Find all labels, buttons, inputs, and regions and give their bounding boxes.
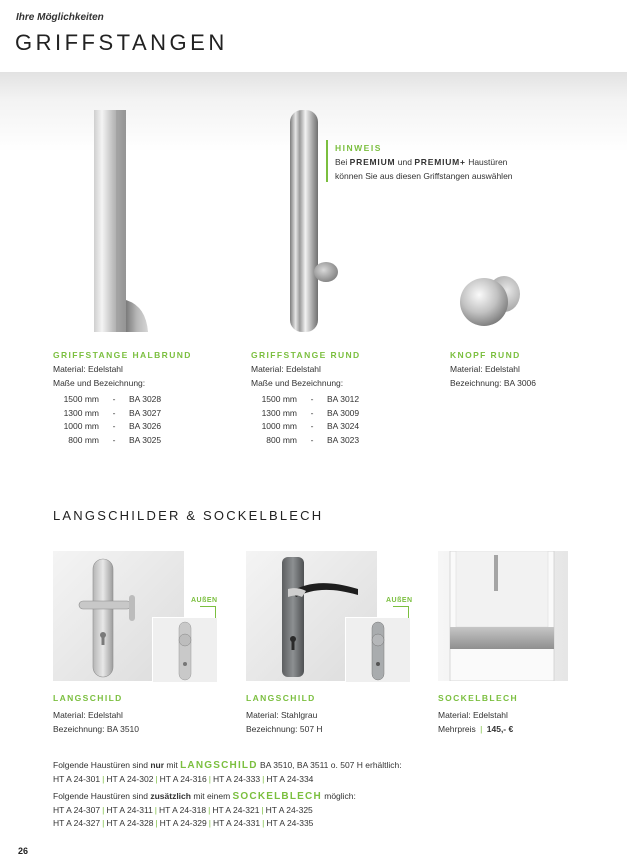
rund-bar-image — [282, 108, 342, 334]
badge-connector — [408, 606, 409, 618]
rund-product — [251, 350, 361, 447]
halbrund-title: GRIFFSTANGE HALBRUND — [53, 350, 192, 360]
inside-plate-icon — [153, 618, 217, 682]
badge-underline — [393, 606, 409, 607]
knopf-code: Bezeichnung: BA 3006 — [450, 377, 537, 388]
langschild-2-info — [246, 693, 323, 736]
hint-line1-mid: und — [395, 157, 415, 167]
halbrund-bar-image — [88, 108, 160, 334]
hint-premium: PREMIUM — [349, 157, 396, 167]
langschild-2-inside-image — [345, 617, 410, 682]
knopf-product — [450, 350, 536, 390]
note-langschild-highlight: LANGSCHILD — [180, 760, 258, 771]
door-list-1: HT A 24-301 | HT A 24-302 | HT A 24-316 | HT A 24-333 | HT A 24-334 — [53, 773, 314, 784]
inside-plate-icon — [346, 618, 410, 682]
note-sockelblech-highlight: SOCKELBLECH — [232, 791, 322, 802]
halbrund-product — [53, 350, 192, 447]
note-sockelblech: Folgende Haustüren sind zusätzlich mit einem SOCKELBLECH möglich: — [53, 791, 356, 802]
sockelblech-title: SOCKELBLECH — [438, 693, 519, 703]
footer-notes — [53, 759, 402, 831]
langschild-2-title: LANGSCHILD — [246, 693, 316, 703]
note-langschild: Folgende Haustüren sind nur mit LANGSCHILD BA 3510, BA 3511 o. 507 H erhältlich: — [53, 760, 402, 771]
hint-label: HINWEIS — [335, 143, 382, 153]
hint-text — [335, 156, 513, 183]
knopf-title: KNOPF RUND — [450, 350, 521, 360]
sockelblech-price — [438, 723, 518, 737]
spec-row: 1300 mm - BA 3009 — [261, 407, 360, 418]
sockelblech-icon — [438, 551, 568, 681]
rund-material: Material: Edelstahl — [251, 364, 321, 374]
rund-spec-table — [251, 393, 361, 447]
spec-row: 1000 mm - BA 3024 — [261, 421, 360, 431]
hint-line1-pre: Bei — [335, 157, 350, 167]
sockelblech-image — [438, 551, 568, 681]
knopf-material: Material: Edelstahl — [450, 364, 520, 374]
hint-accent-bar — [326, 140, 328, 182]
door-list-2a: HT A 24-307 | HT A 24-311 | HT A 24-318 | HT A 24-321 | HT A 24-325 — [53, 804, 313, 815]
price-separator: | — [480, 723, 483, 734]
hint-premium-plus: PREMIUM+ — [414, 157, 466, 167]
knopf-image — [452, 266, 524, 336]
price-value: 145,- € — [486, 723, 514, 734]
door-list-2b: HT A 24-327 | HT A 24-328 | HT A 24-329 | HT A 24-331 | HT A 24-335 — [53, 818, 314, 828]
spec-row: 1300 mm - BA 3027 — [63, 407, 162, 418]
aussen-badge-2: AUßEN — [386, 597, 413, 604]
rund-spec-label: Maße und Bezeichnung: — [251, 377, 344, 388]
hint-line2: können Sie aus diesen Griffstangen auswählen — [335, 170, 513, 181]
sockelblech-material: Material: Edelstahl — [438, 710, 508, 720]
langschild-1-title: LANGSCHILD — [53, 693, 123, 703]
langschild-2-code: Bezeichnung: 507 H — [246, 723, 323, 734]
spec-row: 1500 mm - BA 3012 — [261, 394, 360, 404]
langschild-1-info — [53, 693, 139, 736]
langschild-1-material: Material: Edelstahl — [53, 710, 123, 720]
spec-row: 1500 mm - BA 3028 — [63, 394, 162, 404]
halbrund-spec-label: Maße und Bezeichnung: — [53, 377, 146, 388]
sockelblech-info — [438, 693, 518, 736]
spec-row: 1000 mm - BA 3026 — [63, 421, 162, 431]
page-title: GRIFFSTANGEN — [15, 30, 228, 55]
langschild-1-code: Bezeichnung: BA 3510 — [53, 723, 140, 734]
spec-row: 800 mm - BA 3025 — [68, 434, 162, 445]
section-kicker: Ihre Möglichkeiten — [16, 12, 104, 23]
badge-connector — [215, 606, 216, 618]
halbrund-material: Material: Edelstahl — [53, 364, 123, 374]
price-label: Mehrpreis — [438, 723, 476, 734]
section-title: LANGSCHILDER & SOCKELBLECH — [53, 508, 324, 523]
badge-underline — [200, 606, 216, 607]
aussen-badge-1: AUßEN — [191, 597, 218, 604]
langschild-2-material: Material: Stahlgrau — [246, 710, 318, 720]
halbrund-spec-table — [53, 393, 192, 447]
spec-row: 800 mm - BA 3023 — [266, 434, 360, 445]
rund-title: GRIFFSTANGE RUND — [251, 350, 361, 360]
langschild-1-inside-image — [152, 617, 217, 682]
page-number: 26 — [18, 846, 29, 856]
hint-line1-post: Haustüren — [465, 157, 508, 167]
